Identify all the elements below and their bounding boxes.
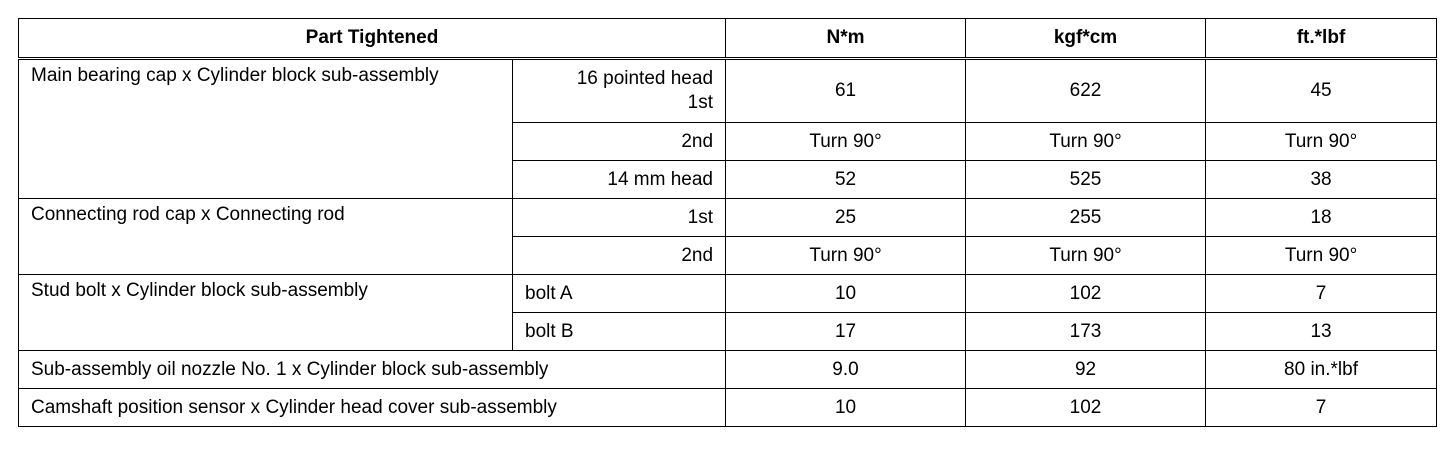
value-ftlbf: 38 (1206, 161, 1437, 199)
condition-line: 1st (687, 92, 714, 113)
part-name-connecting-rod: Connecting rod cap x Connecting rod (19, 199, 513, 275)
table-row (19, 59, 1437, 123)
value-nm: 52 (726, 161, 966, 199)
table-row (19, 199, 1437, 237)
value-kgfcm: Turn 90° (966, 123, 1206, 161)
value-ftlbf: 13 (1206, 313, 1437, 351)
part-name-oil-nozzle: Sub-assembly oil nozzle No. 1 x Cylinder block sub-assembly (19, 351, 726, 389)
value-kgfcm: 525 (966, 161, 1206, 199)
header-kgfcm: kgf*cm (966, 19, 1206, 59)
value-ftlbf: Turn 90° (1206, 237, 1437, 275)
value-nm: 61 (726, 59, 966, 123)
condition-cell: 2nd (513, 237, 726, 275)
condition-cell: 2nd (513, 123, 726, 161)
value-ftlbf: 45 (1206, 59, 1437, 123)
value-nm: 10 (726, 275, 966, 313)
part-name-stud-bolt: Stud bolt x Cylinder block sub-assembly (19, 275, 513, 351)
value-kgfcm: 255 (966, 199, 1206, 237)
value-kgfcm: 102 (966, 389, 1206, 427)
value-ftlbf: Turn 90° (1206, 123, 1437, 161)
table-row (19, 275, 1437, 313)
value-kgfcm: 622 (966, 59, 1206, 123)
torque-specification-table (18, 18, 1437, 427)
condition-cell: 14 mm head (513, 161, 726, 199)
value-nm: 9.0 (726, 351, 966, 389)
condition-cell: 1st (513, 199, 726, 237)
condition-cell: bolt B (513, 313, 726, 351)
value-nm: 25 (726, 199, 966, 237)
value-ftlbf: 18 (1206, 199, 1437, 237)
table-row (19, 389, 1437, 427)
part-name-main-bearing: Main bearing cap x Cylinder block sub-assembly (19, 59, 513, 199)
value-kgfcm: 173 (966, 313, 1206, 351)
table-body (19, 59, 1437, 427)
value-nm: 10 (726, 389, 966, 427)
header-part-tightened: Part Tightened (19, 19, 726, 59)
value-kgfcm: 92 (966, 351, 1206, 389)
value-kgfcm: 102 (966, 275, 1206, 313)
value-ftlbf: 80 in.*lbf (1206, 351, 1437, 389)
header-row (19, 19, 1437, 59)
part-name-camshaft-sensor: Camshaft position sensor x Cylinder head cover sub-assembly (19, 389, 726, 427)
condition-cell (513, 59, 726, 123)
value-nm: Turn 90° (726, 237, 966, 275)
condition-line: 16 pointed head (576, 68, 714, 89)
value-ftlbf: 7 (1206, 275, 1437, 313)
table-row (19, 351, 1437, 389)
value-nm: Turn 90° (726, 123, 966, 161)
value-kgfcm: Turn 90° (966, 237, 1206, 275)
header-nm: N*m (726, 19, 966, 59)
header-ftlbf: ft.*lbf (1206, 19, 1437, 59)
table-header (19, 19, 1437, 59)
value-ftlbf: 7 (1206, 389, 1437, 427)
condition-cell: bolt A (513, 275, 726, 313)
value-nm: 17 (726, 313, 966, 351)
